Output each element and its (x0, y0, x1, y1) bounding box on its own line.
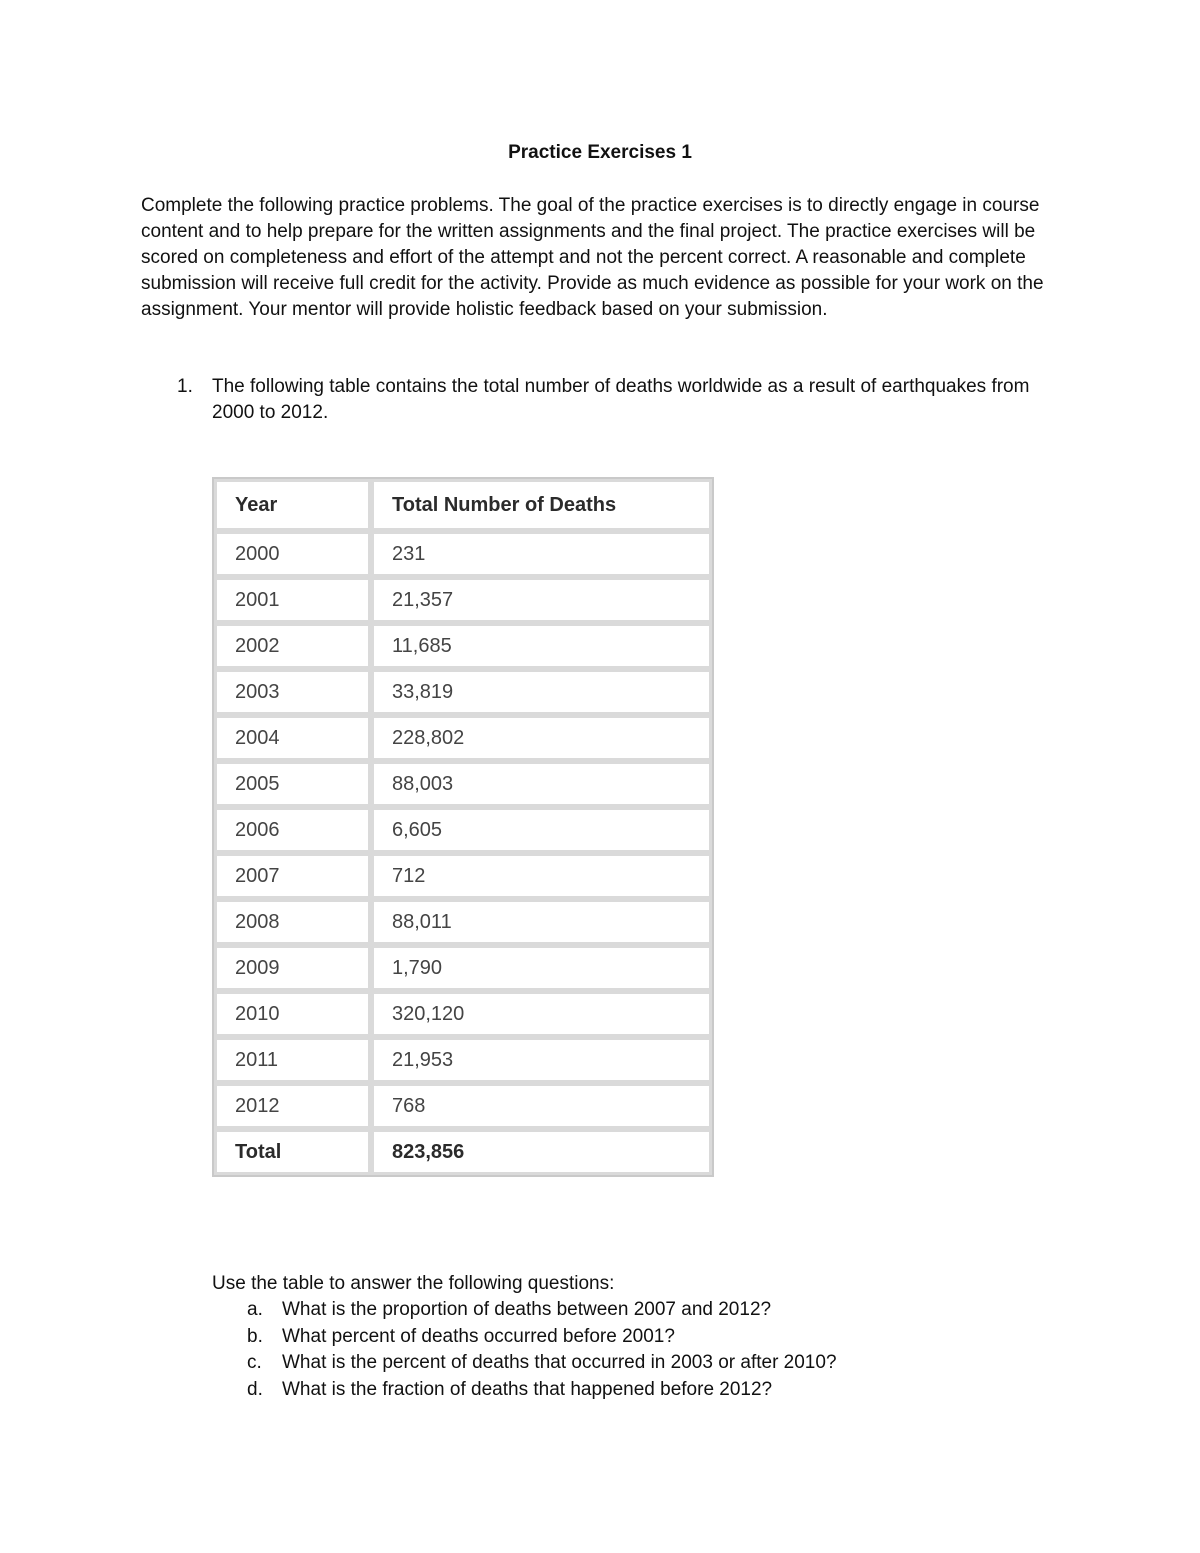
table-row (214, 991, 712, 1037)
sub-question-text: What is the proportion of deaths between 2007 and 2012? (282, 1299, 772, 1320)
table-row (214, 623, 712, 669)
cell-deaths: 88,003 (371, 761, 712, 807)
table-row (214, 1083, 712, 1129)
cell-year: 2000 (214, 531, 371, 577)
cell-deaths: 33,819 (371, 669, 712, 715)
sub-question-text: What is the percent of deaths that occurred in 2003 or after 2010? (282, 1352, 837, 1373)
cell-deaths: 320,120 (371, 991, 712, 1037)
cell-year: 2011 (214, 1037, 371, 1083)
question-number: 1. (177, 376, 193, 397)
table-row (214, 899, 712, 945)
table-row (214, 853, 712, 899)
cell-deaths: 228,802 (371, 715, 712, 761)
table-row (214, 761, 712, 807)
table-header-row (214, 479, 712, 531)
table-row (214, 1037, 712, 1083)
cell-year: 2010 (214, 991, 371, 1037)
sub-question-text: What percent of deaths occurred before 2001? (282, 1325, 675, 1347)
sub-question-letter: c. (247, 1352, 262, 1373)
cell-year: 2008 (214, 899, 371, 945)
cell-deaths: 768 (371, 1083, 712, 1129)
table-row (214, 945, 712, 991)
sub-question-text: What is the fraction of deaths that happened before 2012? (282, 1378, 773, 1400)
table-row (214, 577, 712, 623)
table-total-row (214, 1129, 712, 1175)
sub-question-letter: d. (247, 1378, 263, 1400)
cell-deaths: 21,953 (371, 1037, 712, 1083)
cell-year: 2012 (214, 1083, 371, 1129)
cell-year: 2007 (214, 853, 371, 899)
cell-deaths: 712 (371, 853, 712, 899)
table-row (214, 807, 712, 853)
sub-question-letter: a. (247, 1299, 263, 1320)
cell-deaths: 1,790 (371, 945, 712, 991)
cell-deaths: 6,605 (371, 807, 712, 853)
cell-deaths: 11,685 (371, 623, 712, 669)
cell-deaths: 88,011 (371, 899, 712, 945)
total-label: Total (214, 1129, 371, 1175)
intro-paragraph: Complete the following practice problems. The goal of the practice exercises is to directly engage in course content and to help prepare for the written assignments and the final project. The practice exercises will be scored on completeness and effort of the attempt and not the percent correct. A reasonable and complete submission will receive full credit for the activity. Provide as much evidence as possible for your work on the assignment. Your mentor will provide holistic feedback based on your submission. (141, 195, 1044, 320)
use-table-prompt: Use the table to answer the following questions: (212, 1273, 615, 1294)
header-year: Year (214, 479, 371, 531)
total-value: 823,856 (371, 1129, 712, 1175)
earthquake-deaths-table (212, 477, 714, 1177)
table-row (214, 669, 712, 715)
question-text: The following table contains the total number of deaths worldwide as a result of earthquakes from 2000 to 2012. (212, 376, 1030, 423)
table-row (214, 715, 712, 761)
cell-year: 2006 (214, 807, 371, 853)
page-title: Practice Exercises 1 (508, 142, 692, 163)
cell-year: 2004 (214, 715, 371, 761)
cell-deaths: 21,357 (371, 577, 712, 623)
cell-year: 2002 (214, 623, 371, 669)
cell-year: 2009 (214, 945, 371, 991)
cell-year: 2003 (214, 669, 371, 715)
header-total-deaths: Total Number of Deaths (371, 479, 712, 531)
table-row (214, 531, 712, 577)
cell-year: 2001 (214, 577, 371, 623)
cell-deaths: 231 (371, 531, 712, 577)
sub-question-letter: b. (247, 1325, 263, 1347)
cell-year: 2005 (214, 761, 371, 807)
